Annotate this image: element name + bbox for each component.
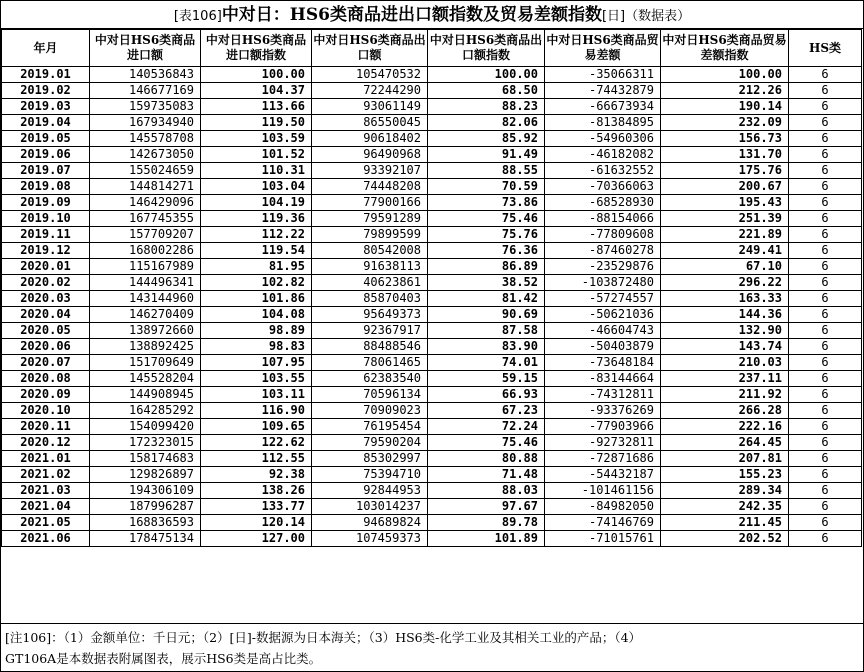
header-month: 年月	[2, 30, 90, 67]
cell-export-index: 38.52	[428, 275, 545, 291]
cell-export-index: 76.36	[428, 243, 545, 259]
cell-export-value: 93061149	[312, 99, 428, 115]
table-row	[2, 227, 862, 243]
cell-trade-balance: -70366063	[545, 179, 661, 195]
cell-month: 2021.05	[2, 515, 90, 531]
cell-trade-balance-index: 266.28	[661, 403, 789, 419]
cell-export-value: 80542008	[312, 243, 428, 259]
title-main: 中对日：HS6类商品进出口额指数及贸易差额指数	[221, 5, 602, 25]
cell-export-index: 82.06	[428, 115, 545, 131]
cell-import-value: 159735083	[90, 99, 201, 115]
cell-export-value: 70596134	[312, 387, 428, 403]
cell-export-index: 70.59	[428, 179, 545, 195]
cell-month: 2020.03	[2, 291, 90, 307]
cell-trade-balance-index: 221.89	[661, 227, 789, 243]
header-export-value: 中对日HS6类商品出口额	[312, 30, 428, 67]
cell-export-index: 72.24	[428, 419, 545, 435]
title-suffix: [日]（数据表）	[601, 9, 691, 24]
table-row	[2, 179, 862, 195]
cell-import-index: 120.14	[201, 515, 312, 531]
cell-import-index: 104.37	[201, 83, 312, 99]
cell-import-index: 100.00	[201, 67, 312, 83]
cell-hs-class: 6	[789, 307, 862, 323]
cell-export-index: 89.78	[428, 515, 545, 531]
cell-import-index: 103.11	[201, 387, 312, 403]
table-row	[2, 211, 862, 227]
cell-export-index: 75.76	[428, 227, 545, 243]
cell-import-value: 167745355	[90, 211, 201, 227]
cell-export-value: 75394710	[312, 467, 428, 483]
cell-export-value: 72244290	[312, 83, 428, 99]
table-row	[2, 403, 862, 419]
table-row	[2, 243, 862, 259]
table-row	[2, 355, 862, 371]
cell-import-value: 145578708	[90, 131, 201, 147]
cell-trade-balance: -50403879	[545, 339, 661, 355]
table-row	[2, 515, 862, 531]
cell-export-value: 62383540	[312, 371, 428, 387]
table-row	[2, 387, 862, 403]
cell-trade-balance: -46604743	[545, 323, 661, 339]
header-export-index: 中对日HS6类商品出口额指数	[428, 30, 545, 67]
table-row	[2, 483, 862, 499]
cell-hs-class: 6	[789, 451, 862, 467]
cell-hs-class: 6	[789, 499, 862, 515]
cell-import-value: 145528204	[90, 371, 201, 387]
cell-import-index: 110.31	[201, 163, 312, 179]
table-row	[2, 115, 862, 131]
cell-hs-class: 6	[789, 515, 862, 531]
cell-export-index: 75.46	[428, 435, 545, 451]
cell-month: 2021.01	[2, 451, 90, 467]
cell-export-index: 90.69	[428, 307, 545, 323]
cell-hs-class: 6	[789, 531, 862, 547]
cell-import-index: 119.50	[201, 115, 312, 131]
cell-export-value: 70909023	[312, 403, 428, 419]
footnote-line-1: [注106]：（1）金额单位：千日元；（2）[日]-数据源为日本海关；（3）HS6类-化学工业及其相关工业的产品；（4）	[5, 630, 642, 645]
cell-import-value: 142673050	[90, 147, 201, 163]
cell-trade-balance: -61632552	[545, 163, 661, 179]
cell-trade-balance: -92732811	[545, 435, 661, 451]
cell-trade-balance: -50621036	[545, 307, 661, 323]
table-row	[2, 307, 862, 323]
table-row	[2, 435, 862, 451]
cell-hs-class: 6	[789, 195, 862, 211]
cell-hs-class: 6	[789, 419, 862, 435]
cell-export-value: 90618402	[312, 131, 428, 147]
cell-month: 2019.11	[2, 227, 90, 243]
cell-export-value: 92367917	[312, 323, 428, 339]
cell-import-value: 168002286	[90, 243, 201, 259]
cell-import-value: 168836593	[90, 515, 201, 531]
cell-hs-class: 6	[789, 227, 862, 243]
cell-month: 2020.07	[2, 355, 90, 371]
data-table	[1, 29, 862, 547]
cell-hs-class: 6	[789, 243, 862, 259]
cell-export-index: 66.93	[428, 387, 545, 403]
cell-hs-class: 6	[789, 115, 862, 131]
cell-hs-class: 6	[789, 147, 862, 163]
cell-import-value: 157709207	[90, 227, 201, 243]
cell-hs-class: 6	[789, 355, 862, 371]
cell-export-index: 81.42	[428, 291, 545, 307]
cell-hs-class: 6	[789, 179, 862, 195]
cell-export-index: 88.03	[428, 483, 545, 499]
cell-hs-class: 6	[789, 211, 862, 227]
cell-month: 2019.03	[2, 99, 90, 115]
table-row	[2, 131, 862, 147]
cell-import-index: 119.36	[201, 211, 312, 227]
header-trade-balance-index: 中对日HS6类商品贸易差额指数	[661, 30, 789, 67]
cell-month: 2021.03	[2, 483, 90, 499]
cell-trade-balance-index: 212.26	[661, 83, 789, 99]
cell-trade-balance-index: 67.10	[661, 259, 789, 275]
cell-import-value: 164285292	[90, 403, 201, 419]
cell-export-index: 86.89	[428, 259, 545, 275]
cell-import-value: 178475134	[90, 531, 201, 547]
cell-month: 2019.08	[2, 179, 90, 195]
cell-import-index: 92.38	[201, 467, 312, 483]
cell-import-index: 112.22	[201, 227, 312, 243]
cell-import-index: 127.00	[201, 531, 312, 547]
cell-export-value: 92844953	[312, 483, 428, 499]
cell-trade-balance-index: 242.35	[661, 499, 789, 515]
cell-import-index: 102.82	[201, 275, 312, 291]
cell-export-index: 73.86	[428, 195, 545, 211]
cell-export-index: 97.67	[428, 499, 545, 515]
cell-import-index: 112.55	[201, 451, 312, 467]
cell-import-value: 155024659	[90, 163, 201, 179]
cell-export-index: 85.92	[428, 131, 545, 147]
title-prefix: [表106]	[173, 9, 222, 24]
cell-export-value: 76195454	[312, 419, 428, 435]
cell-import-value: 138972660	[90, 323, 201, 339]
cell-export-value: 96490968	[312, 147, 428, 163]
cell-import-value: 172323015	[90, 435, 201, 451]
cell-trade-balance: -88154066	[545, 211, 661, 227]
cell-export-value: 85870403	[312, 291, 428, 307]
cell-export-value: 78061465	[312, 355, 428, 371]
cell-month: 2019.05	[2, 131, 90, 147]
cell-import-index: 98.83	[201, 339, 312, 355]
table-row	[2, 419, 862, 435]
cell-month: 2020.06	[2, 339, 90, 355]
table-row	[2, 275, 862, 291]
cell-import-index: 133.77	[201, 499, 312, 515]
cell-import-index: 103.55	[201, 371, 312, 387]
cell-import-value: 187996287	[90, 499, 201, 515]
table-row	[2, 531, 862, 547]
cell-hs-class: 6	[789, 435, 862, 451]
cell-export-value: 94689824	[312, 515, 428, 531]
cell-import-value: 146270409	[90, 307, 201, 323]
cell-export-index: 88.55	[428, 163, 545, 179]
cell-import-index: 101.86	[201, 291, 312, 307]
table-row	[2, 83, 862, 99]
cell-export-index: 100.00	[428, 67, 545, 83]
table-row	[2, 163, 862, 179]
cell-import-value: 115167989	[90, 259, 201, 275]
cell-trade-balance-index: 202.52	[661, 531, 789, 547]
cell-hs-class: 6	[789, 291, 862, 307]
table-row	[2, 467, 862, 483]
cell-import-index: 101.52	[201, 147, 312, 163]
cell-hs-class: 6	[789, 371, 862, 387]
cell-trade-balance-index: 143.74	[661, 339, 789, 355]
cell-import-index: 122.62	[201, 435, 312, 451]
cell-trade-balance: -87460278	[545, 243, 661, 259]
cell-trade-balance: -74146769	[545, 515, 661, 531]
table-row	[2, 195, 862, 211]
cell-import-value: 129826897	[90, 467, 201, 483]
cell-export-index: 80.88	[428, 451, 545, 467]
cell-month: 2019.07	[2, 163, 90, 179]
cell-trade-balance-index: 264.45	[661, 435, 789, 451]
cell-trade-balance: -74432879	[545, 83, 661, 99]
cell-hs-class: 6	[789, 131, 862, 147]
cell-export-value: 95649373	[312, 307, 428, 323]
cell-import-index: 116.90	[201, 403, 312, 419]
cell-month: 2019.06	[2, 147, 90, 163]
table-row	[2, 67, 862, 83]
cell-trade-balance: -23529876	[545, 259, 661, 275]
cell-trade-balance-index: 100.00	[661, 67, 789, 83]
cell-import-index: 104.08	[201, 307, 312, 323]
cell-trade-balance-index: 249.41	[661, 243, 789, 259]
table-row	[2, 291, 862, 307]
cell-trade-balance: -72871686	[545, 451, 661, 467]
cell-export-index: 68.50	[428, 83, 545, 99]
table-row	[2, 99, 862, 115]
cell-import-value: 144814271	[90, 179, 201, 195]
cell-export-value: 105470532	[312, 67, 428, 83]
cell-trade-balance-index: 200.67	[661, 179, 789, 195]
header-import-index: 中对日HS6类商品进口额指数	[201, 30, 312, 67]
header-hs-class: HS类	[789, 30, 862, 67]
cell-export-value: 107459373	[312, 531, 428, 547]
table-row	[2, 451, 862, 467]
cell-trade-balance: -77903966	[545, 419, 661, 435]
cell-import-index: 98.89	[201, 323, 312, 339]
cell-hs-class: 6	[789, 467, 862, 483]
cell-month: 2020.02	[2, 275, 90, 291]
table-row	[2, 259, 862, 275]
cell-trade-balance-index: 131.70	[661, 147, 789, 163]
cell-hs-class: 6	[789, 163, 862, 179]
cell-import-value: 140536843	[90, 67, 201, 83]
cell-month: 2020.10	[2, 403, 90, 419]
cell-hs-class: 6	[789, 403, 862, 419]
cell-export-index: 71.48	[428, 467, 545, 483]
table-row	[2, 147, 862, 163]
cell-trade-balance: -68528930	[545, 195, 661, 211]
cell-import-value: 167934940	[90, 115, 201, 131]
cell-import-index: 119.54	[201, 243, 312, 259]
cell-trade-balance: -46182082	[545, 147, 661, 163]
cell-import-value: 144496341	[90, 275, 201, 291]
cell-trade-balance-index: 195.43	[661, 195, 789, 211]
cell-trade-balance: -35066311	[545, 67, 661, 83]
table-row	[2, 339, 862, 355]
cell-export-index: 91.49	[428, 147, 545, 163]
cell-trade-balance-index: 144.36	[661, 307, 789, 323]
table-row	[2, 371, 862, 387]
cell-hs-class: 6	[789, 83, 862, 99]
cell-month: 2019.09	[2, 195, 90, 211]
cell-export-value: 40623861	[312, 275, 428, 291]
table-row	[2, 499, 862, 515]
cell-export-index: 101.89	[428, 531, 545, 547]
cell-month: 2020.05	[2, 323, 90, 339]
cell-trade-balance-index: 289.34	[661, 483, 789, 499]
cell-import-value: 146677169	[90, 83, 201, 99]
cell-trade-balance: -77809608	[545, 227, 661, 243]
table-title	[1, 1, 863, 29]
cell-month: 2020.11	[2, 419, 90, 435]
cell-trade-balance-index: 190.14	[661, 99, 789, 115]
cell-hs-class: 6	[789, 339, 862, 355]
cell-trade-balance: -83144664	[545, 371, 661, 387]
cell-export-value: 79591289	[312, 211, 428, 227]
cell-import-index: 104.19	[201, 195, 312, 211]
cell-hs-class: 6	[789, 275, 862, 291]
cell-export-value: 88488546	[312, 339, 428, 355]
cell-hs-class: 6	[789, 67, 862, 83]
cell-import-index: 103.59	[201, 131, 312, 147]
cell-import-index: 107.95	[201, 355, 312, 371]
cell-hs-class: 6	[789, 387, 862, 403]
cell-export-value: 77900166	[312, 195, 428, 211]
cell-export-value: 86550045	[312, 115, 428, 131]
header-import-value: 中对日HS6类商品进口额	[90, 30, 201, 67]
cell-hs-class: 6	[789, 323, 862, 339]
header-trade-balance: 中对日HS6类商品贸易差额	[545, 30, 661, 67]
cell-trade-balance-index: 207.81	[661, 451, 789, 467]
cell-export-value: 74448208	[312, 179, 428, 195]
table-body	[2, 67, 862, 547]
cell-export-value: 79590204	[312, 435, 428, 451]
cell-trade-balance-index: 211.45	[661, 515, 789, 531]
cell-import-value: 151709649	[90, 355, 201, 371]
cell-export-index: 88.23	[428, 99, 545, 115]
cell-month: 2019.12	[2, 243, 90, 259]
cell-import-index: 138.26	[201, 483, 312, 499]
cell-month: 2021.04	[2, 499, 90, 515]
cell-trade-balance-index: 156.73	[661, 131, 789, 147]
cell-trade-balance: -101461156	[545, 483, 661, 499]
cell-export-value: 91638113	[312, 259, 428, 275]
cell-trade-balance-index: 211.92	[661, 387, 789, 403]
header-row	[2, 30, 862, 67]
cell-month: 2019.01	[2, 67, 90, 83]
cell-export-value: 103014237	[312, 499, 428, 515]
cell-export-index: 83.90	[428, 339, 545, 355]
cell-import-value: 194306109	[90, 483, 201, 499]
cell-hs-class: 6	[789, 259, 862, 275]
cell-trade-balance: -57274557	[545, 291, 661, 307]
cell-trade-balance-index: 175.76	[661, 163, 789, 179]
cell-month: 2020.08	[2, 371, 90, 387]
cell-export-index: 75.46	[428, 211, 545, 227]
cell-import-value: 138892425	[90, 339, 201, 355]
cell-trade-balance: -66673934	[545, 99, 661, 115]
cell-trade-balance: -93376269	[545, 403, 661, 419]
cell-import-index: 113.66	[201, 99, 312, 115]
cell-export-index: 87.58	[428, 323, 545, 339]
cell-trade-balance: -71015761	[545, 531, 661, 547]
footnote-line-2: GT106A是本数据表附属图表，展示HS6类是高占比类。	[5, 651, 322, 666]
cell-export-value: 79899599	[312, 227, 428, 243]
cell-export-value: 85302997	[312, 451, 428, 467]
note-divider	[1, 623, 863, 624]
cell-trade-balance-index: 210.03	[661, 355, 789, 371]
cell-trade-balance-index: 237.11	[661, 371, 789, 387]
cell-trade-balance: -84982050	[545, 499, 661, 515]
cell-hs-class: 6	[789, 99, 862, 115]
cell-trade-balance: -54960306	[545, 131, 661, 147]
cell-month: 2019.10	[2, 211, 90, 227]
cell-month: 2020.12	[2, 435, 90, 451]
cell-trade-balance-index: 222.16	[661, 419, 789, 435]
cell-trade-balance-index: 155.23	[661, 467, 789, 483]
cell-trade-balance-index: 163.33	[661, 291, 789, 307]
cell-trade-balance-index: 132.90	[661, 323, 789, 339]
cell-month: 2020.09	[2, 387, 90, 403]
footnote	[5, 627, 861, 669]
cell-trade-balance: -54432187	[545, 467, 661, 483]
cell-import-value: 146429096	[90, 195, 201, 211]
cell-import-value: 143144960	[90, 291, 201, 307]
cell-import-value: 158174683	[90, 451, 201, 467]
cell-export-index: 67.23	[428, 403, 545, 419]
cell-hs-class: 6	[789, 483, 862, 499]
cell-import-index: 81.95	[201, 259, 312, 275]
cell-trade-balance-index: 232.09	[661, 115, 789, 131]
cell-month: 2021.06	[2, 531, 90, 547]
cell-export-value: 93392107	[312, 163, 428, 179]
cell-trade-balance: -103872480	[545, 275, 661, 291]
cell-trade-balance: -73648184	[545, 355, 661, 371]
cell-trade-balance-index: 251.39	[661, 211, 789, 227]
cell-trade-balance-index: 296.22	[661, 275, 789, 291]
cell-trade-balance: -74312811	[545, 387, 661, 403]
table-row	[2, 323, 862, 339]
cell-import-value: 154099420	[90, 419, 201, 435]
cell-trade-balance: -81384895	[545, 115, 661, 131]
cell-month: 2019.02	[2, 83, 90, 99]
cell-import-index: 109.65	[201, 419, 312, 435]
cell-import-index: 103.04	[201, 179, 312, 195]
cell-month: 2019.04	[2, 115, 90, 131]
cell-month: 2020.01	[2, 259, 90, 275]
cell-month: 2020.04	[2, 307, 90, 323]
cell-export-index: 59.15	[428, 371, 545, 387]
cell-month: 2021.02	[2, 467, 90, 483]
cell-import-value: 144908945	[90, 387, 201, 403]
cell-export-index: 74.01	[428, 355, 545, 371]
